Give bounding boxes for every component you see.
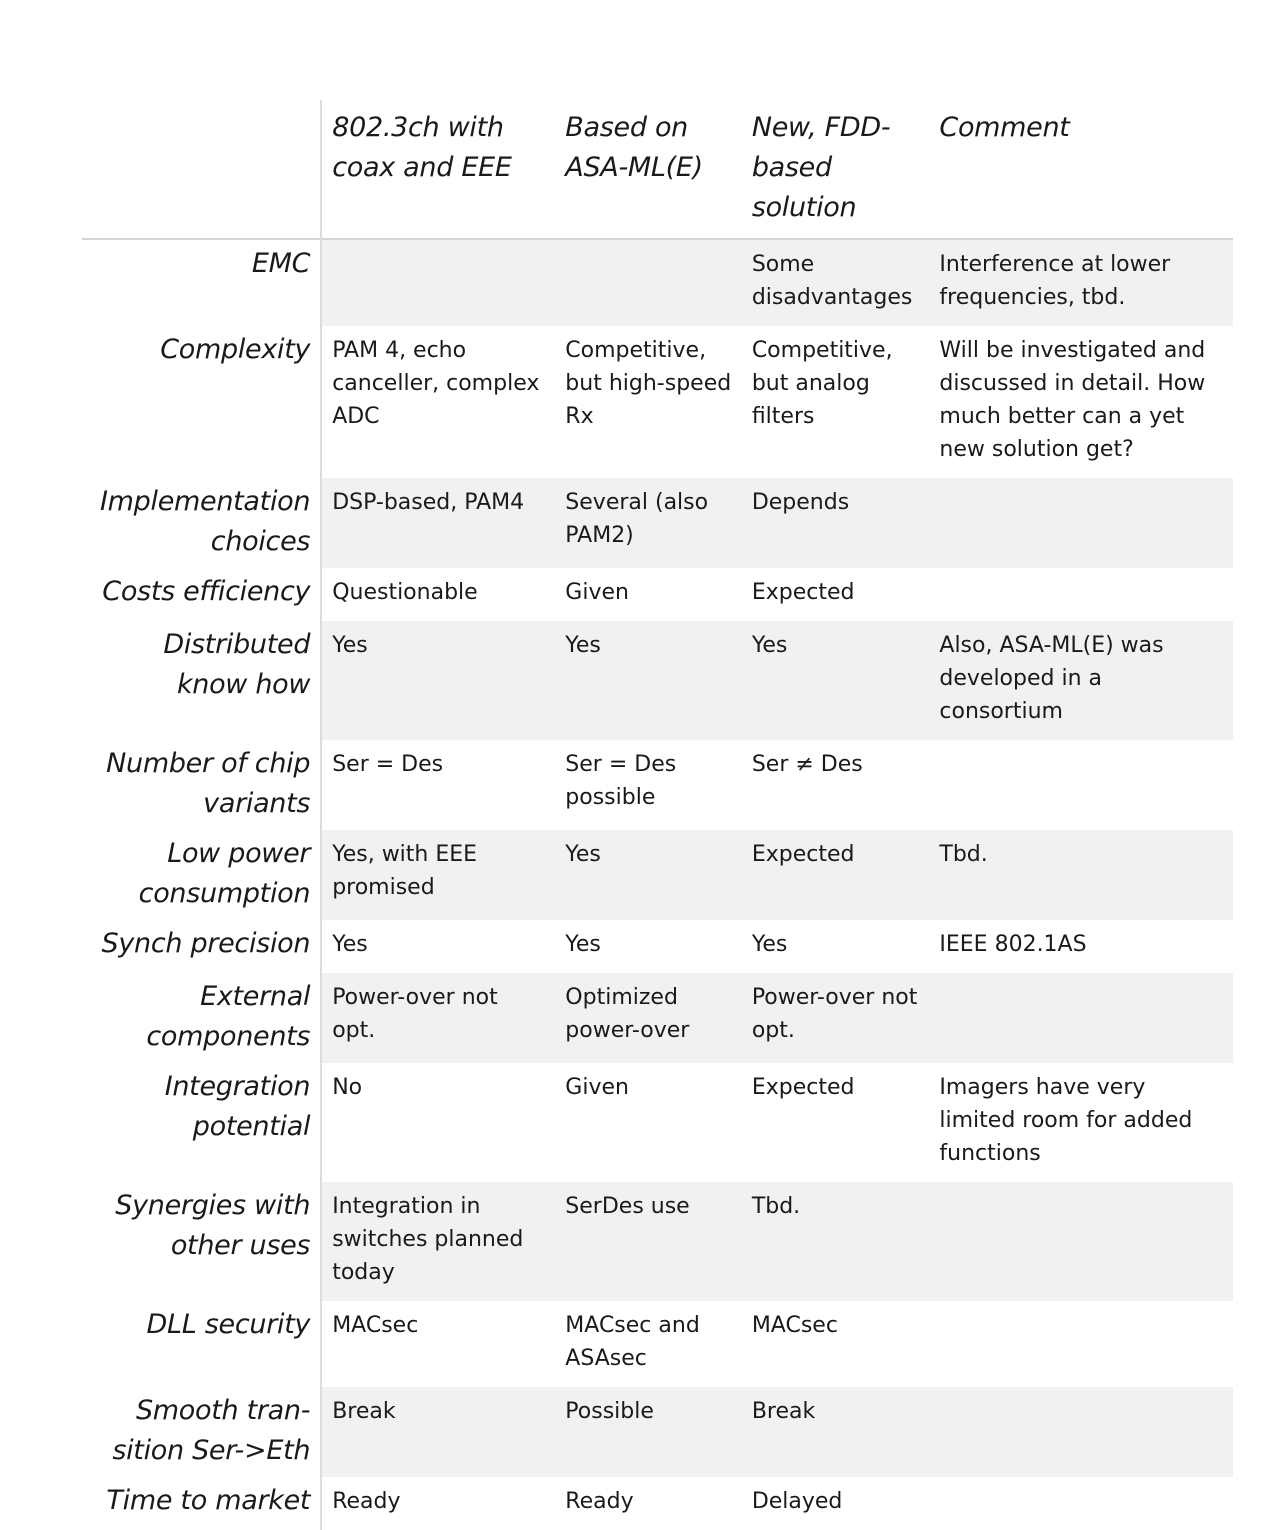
cell-802-3ch: MACsec xyxy=(332,1313,419,1338)
cell-asa-ml: Ser = Des possible xyxy=(565,752,677,810)
cell-comment xyxy=(929,973,1233,1063)
cell-comment xyxy=(929,1182,1233,1301)
cell-comment xyxy=(929,1387,1233,1477)
cell-fdd: MACsec xyxy=(751,1313,838,1338)
cell-802-3ch xyxy=(321,239,555,326)
table-row xyxy=(82,326,1233,478)
header-corner xyxy=(82,100,321,239)
row-label: Time to market xyxy=(82,1477,321,1530)
header-asa-ml: Based on ASA-ML(E) xyxy=(565,112,703,183)
cell-comment xyxy=(929,478,1233,568)
header-802-3ch: 802.3ch with coax and EEE xyxy=(332,112,512,183)
cell-asa-ml: Ready xyxy=(565,1489,634,1514)
table-row xyxy=(82,568,1233,621)
cell-comment xyxy=(929,1477,1233,1530)
cell-asa-ml: Competitive, but high-speed Rx xyxy=(565,338,732,429)
cell-comment: IEEE 802.1AS xyxy=(939,932,1087,957)
row-label: Implementation choices xyxy=(82,478,321,568)
row-label: EMC xyxy=(82,239,321,326)
table-row xyxy=(82,973,1233,1063)
header-fdd: New, FDD-based solution xyxy=(751,112,891,223)
table-row xyxy=(82,1387,1233,1477)
cell-802-3ch: PAM 4, echo canceller, complex ADC xyxy=(332,338,540,429)
header-comment: Comment xyxy=(939,112,1070,143)
cell-comment xyxy=(929,740,1233,830)
comparison-table xyxy=(82,100,1233,1530)
cell-asa-ml: Given xyxy=(565,580,629,605)
cell-asa-ml: Several (also PAM2) xyxy=(555,478,742,568)
cell-asa-ml: Possible xyxy=(555,1387,742,1477)
row-label: External components xyxy=(82,973,321,1063)
cell-fdd: Delayed xyxy=(751,1489,843,1514)
cell-fdd: Ser ≠ Des xyxy=(751,752,863,777)
row-label: Synch precision xyxy=(82,920,321,973)
cell-802-3ch: Ser = Des xyxy=(332,752,444,777)
row-label: Complexity xyxy=(82,326,321,478)
table-row xyxy=(82,830,1233,920)
cell-802-3ch: Break xyxy=(321,1387,555,1477)
cell-802-3ch: Yes xyxy=(321,621,555,740)
table-row xyxy=(82,478,1233,568)
cell-fdd: Expected xyxy=(751,580,855,605)
cell-fdd: Yes xyxy=(751,932,788,957)
cell-asa-ml xyxy=(555,239,742,326)
table-row xyxy=(82,239,1233,326)
table-row xyxy=(82,1301,1233,1387)
row-label: Number of chip variants xyxy=(82,740,321,830)
cell-asa-ml: Yes xyxy=(555,621,742,740)
cell-802-3ch: Yes, with EEE promised xyxy=(321,830,555,920)
cell-comment: Will be investigated and discussed in detail. How much better can a yet new solution get? xyxy=(939,338,1206,462)
cell-fdd: Some disadvantages xyxy=(742,239,930,326)
table-row xyxy=(82,740,1233,830)
row-label: Integration potential xyxy=(82,1063,321,1182)
cell-fdd: Break xyxy=(742,1387,930,1477)
cell-asa-ml: Yes xyxy=(555,830,742,920)
cell-fdd: Yes xyxy=(742,621,930,740)
cell-comment: Interference at lower frequencies, tbd. xyxy=(929,239,1233,326)
cell-802-3ch: DSP-based, PAM4 xyxy=(321,478,555,568)
cell-802-3ch: Questionable xyxy=(332,580,478,605)
cell-fdd: Competitive, but analog filters xyxy=(751,338,893,429)
row-label: Costs efficiency xyxy=(82,568,321,621)
cell-comment: Tbd. xyxy=(929,830,1233,920)
row-label: Smooth tran-sition Ser->Eth xyxy=(82,1387,321,1477)
row-label: Distributed know how xyxy=(82,621,321,740)
cell-802-3ch: Integration in switches planned today xyxy=(321,1182,555,1301)
table-row xyxy=(82,1063,1233,1182)
cell-asa-ml: SerDes use xyxy=(555,1182,742,1301)
table-body xyxy=(82,239,1233,1530)
row-label: Low power consumption xyxy=(82,830,321,920)
cell-fdd: Depends xyxy=(742,478,930,568)
cell-fdd: Power-over not opt. xyxy=(742,973,930,1063)
cell-asa-ml: Optimized power-over xyxy=(555,973,742,1063)
table-row xyxy=(82,621,1233,740)
cell-comment: Imagers have very limited room for added functions xyxy=(939,1075,1193,1166)
cell-comment xyxy=(929,1301,1233,1387)
cell-asa-ml: MACsec and ASAsec xyxy=(565,1313,700,1371)
cell-comment: Also, ASA-ML(E) was developed in a consortium xyxy=(929,621,1233,740)
cell-comment xyxy=(929,568,1233,621)
cell-asa-ml: Yes xyxy=(565,932,601,957)
cell-802-3ch: Ready xyxy=(332,1489,401,1514)
header-row xyxy=(82,100,1233,239)
cell-fdd: Expected xyxy=(742,830,930,920)
row-label: Synergies with other uses xyxy=(82,1182,321,1301)
cell-802-3ch: Power-over not opt. xyxy=(321,973,555,1063)
cell-802-3ch: No xyxy=(332,1075,363,1100)
table-row xyxy=(82,920,1233,973)
cell-802-3ch: Yes xyxy=(332,932,368,957)
table-row xyxy=(82,1477,1233,1530)
table-row xyxy=(82,1182,1233,1301)
cell-fdd: Tbd. xyxy=(742,1182,930,1301)
cell-fdd: Expected xyxy=(751,1075,855,1100)
row-label: DLL security xyxy=(82,1301,321,1387)
cell-asa-ml: Given xyxy=(565,1075,629,1100)
